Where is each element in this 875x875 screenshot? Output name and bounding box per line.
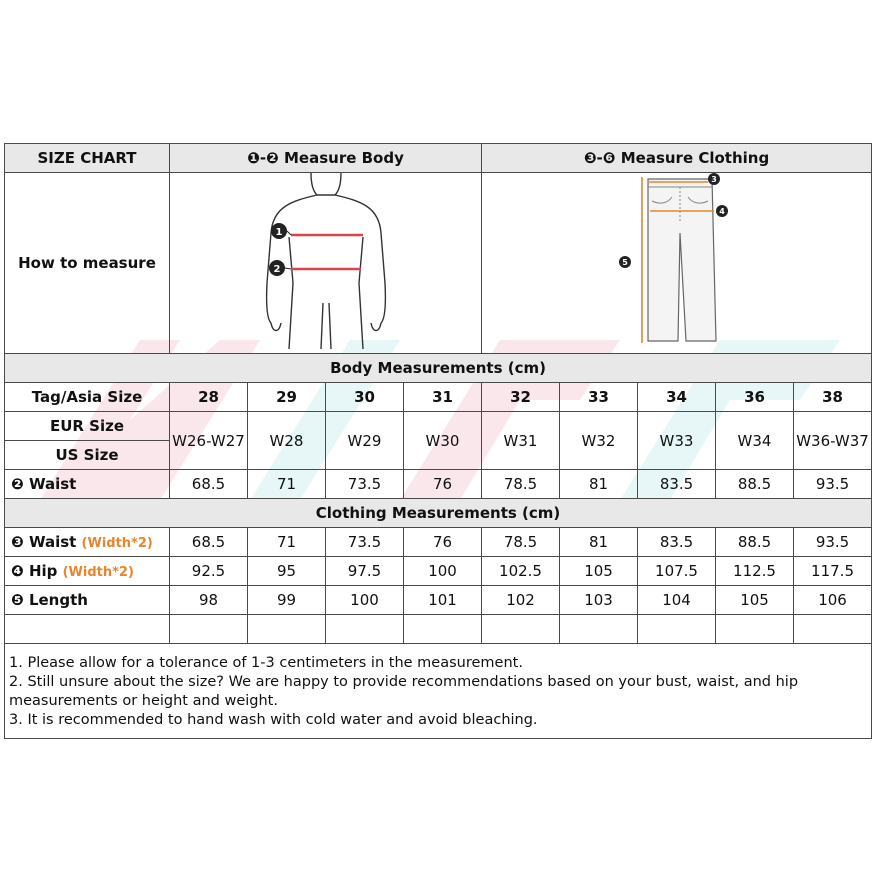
- marker-4-label: 4: [719, 207, 725, 216]
- body-waist-cell: 93.5: [794, 470, 872, 499]
- marker-2-label: 2: [273, 264, 280, 275]
- marker-3-label: 3: [711, 175, 717, 184]
- body-waist-cell: 73.5: [326, 470, 404, 499]
- body-measurements-section: [5, 354, 872, 383]
- marker-5-label: 5: [622, 258, 628, 267]
- tag-size-cell: 36: [716, 383, 794, 412]
- note-item: 1. Please allow for a tolerance of 1-3 centimeters in the measurement.: [9, 655, 523, 671]
- hip-cell: 112.5: [716, 557, 794, 586]
- body-waist-label-cell: [5, 470, 170, 499]
- tag-size-cell: 33: [560, 383, 638, 412]
- empty-cell: [5, 615, 170, 644]
- body-waist-cell: 88.5: [716, 470, 794, 499]
- marker-2-symbol: ❷: [11, 475, 24, 493]
- hip-cell: 100: [404, 557, 482, 586]
- clothing-waist-cell: 78.5: [482, 528, 560, 557]
- clothing-waist-cell: 71: [248, 528, 326, 557]
- illustration-row: [5, 173, 872, 354]
- hip-row: [5, 557, 872, 586]
- clothing-waist-cell: 88.5: [716, 528, 794, 557]
- hip-cell: 107.5: [638, 557, 716, 586]
- length-cell: 98: [170, 586, 248, 615]
- hip-cell: 92.5: [170, 557, 248, 586]
- body-illustration-cell: [170, 173, 482, 354]
- header-row: [5, 144, 872, 173]
- hip-label-cell: [5, 557, 170, 586]
- body-waist-cell: 71: [248, 470, 326, 499]
- clothing-waist-cell: 73.5: [326, 528, 404, 557]
- us-size-cell: W33: [638, 412, 716, 470]
- how-to-measure-label: How to measure: [5, 173, 170, 354]
- body-waist-cell: 78.5: [482, 470, 560, 499]
- hip-cell: 117.5: [794, 557, 872, 586]
- empty-cell: [794, 615, 872, 644]
- length-cell: 104: [638, 586, 716, 615]
- empty-cell: [482, 615, 560, 644]
- hip-cell: 102.5: [482, 557, 560, 586]
- clothing-illustration-cell: [482, 173, 872, 354]
- us-size-label: US Size: [5, 441, 170, 470]
- empty-cell: [638, 615, 716, 644]
- clothing-measurements-section: [5, 499, 872, 528]
- clothing-waist-cell: 83.5: [638, 528, 716, 557]
- measure-clothing-header: [482, 144, 872, 173]
- us-size-cell: W28: [248, 412, 326, 470]
- body-waist-cell: 83.5: [638, 470, 716, 499]
- clothing-waist-label: Waist: [28, 533, 77, 551]
- tag-size-cell: 31: [404, 383, 482, 412]
- eur-size-row: [5, 412, 872, 441]
- marker-5-symbol: ❺: [11, 591, 24, 609]
- us-size-cell: W26-W27: [170, 412, 248, 470]
- width-note: (Width*2): [62, 565, 134, 580]
- tag-size-label: Tag/Asia Size: [5, 383, 170, 412]
- tag-size-cell: 34: [638, 383, 716, 412]
- length-label-cell: [5, 586, 170, 615]
- pants-illustration: [482, 173, 872, 349]
- measure-body-markers: ❶-❷: [247, 149, 279, 167]
- empty-cell: [404, 615, 482, 644]
- clothing-waist-row: [5, 528, 872, 557]
- hip-label: Hip: [28, 562, 58, 580]
- tag-size-cell: 38: [794, 383, 872, 412]
- hip-cell: 95: [248, 557, 326, 586]
- width-note: (Width*2): [81, 536, 153, 551]
- hip-cell: 97.5: [326, 557, 404, 586]
- length-cell: 103: [560, 586, 638, 615]
- us-size-cell: W30: [404, 412, 482, 470]
- body-waist-cell: 81: [560, 470, 638, 499]
- body-figure-illustration: [171, 173, 481, 349]
- body-waist-label: Waist: [28, 475, 77, 493]
- empty-cell: [326, 615, 404, 644]
- measure-body-label: Measure Body: [284, 149, 404, 167]
- tag-size-cell: 30: [326, 383, 404, 412]
- marker-3-symbol: ❸: [11, 533, 24, 551]
- body-waist-row: [5, 470, 872, 499]
- size-chart-table: [4, 143, 872, 739]
- clothing-waist-cell: 93.5: [794, 528, 872, 557]
- clothing-waist-label-cell: [5, 528, 170, 557]
- marker-1-label: 1: [275, 227, 282, 238]
- body-waist-cell: 76: [404, 470, 482, 499]
- us-size-cell: W36-W37: [794, 412, 872, 470]
- measure-clothing-markers: ❸-❻: [583, 149, 616, 167]
- empty-cell: [716, 615, 794, 644]
- size-chart-title: SIZE CHART: [5, 144, 170, 173]
- tag-size-cell: 28: [170, 383, 248, 412]
- length-cell: 100: [326, 586, 404, 615]
- eur-size-label: EUR Size: [5, 412, 170, 441]
- clothing-waist-cell: 68.5: [170, 528, 248, 557]
- length-cell: 106: [794, 586, 872, 615]
- body-measurements-title: Body Measurements (cm): [5, 354, 872, 383]
- marker-4-symbol: ❹: [11, 562, 24, 580]
- length-label: Length: [28, 591, 88, 609]
- hip-cell: 105: [560, 557, 638, 586]
- us-size-cell: W34: [716, 412, 794, 470]
- us-size-cell: W31: [482, 412, 560, 470]
- measure-body-header: [170, 144, 482, 173]
- length-cell: 101: [404, 586, 482, 615]
- length-cell: 99: [248, 586, 326, 615]
- tag-size-cell: 32: [482, 383, 560, 412]
- length-row: [5, 586, 872, 615]
- empty-cell: [248, 615, 326, 644]
- notes-row: [5, 644, 872, 739]
- note-item: 2. Still unsure about the size? We are happy to provide recommendations based on your bust, waist, and hip measurements or height and weight.: [9, 674, 799, 709]
- tag-size-cell: 29: [248, 383, 326, 412]
- clothing-waist-cell: 81: [560, 528, 638, 557]
- length-cell: 102: [482, 586, 560, 615]
- us-size-cell: W29: [326, 412, 404, 470]
- empty-row: [5, 615, 872, 644]
- size-chart: [4, 143, 872, 731]
- body-waist-cell: 68.5: [170, 470, 248, 499]
- empty-cell: [560, 615, 638, 644]
- measure-clothing-label: Measure Clothing: [620, 149, 770, 167]
- clothing-waist-cell: 76: [404, 528, 482, 557]
- note-item: 3. It is recommended to hand wash with cold water and avoid bleaching.: [9, 712, 538, 728]
- empty-cell: [170, 615, 248, 644]
- us-size-cell: W32: [560, 412, 638, 470]
- tag-size-row: [5, 383, 872, 412]
- notes-cell: [5, 644, 872, 739]
- clothing-measurements-title: Clothing Measurements (cm): [5, 499, 872, 528]
- length-cell: 105: [716, 586, 794, 615]
